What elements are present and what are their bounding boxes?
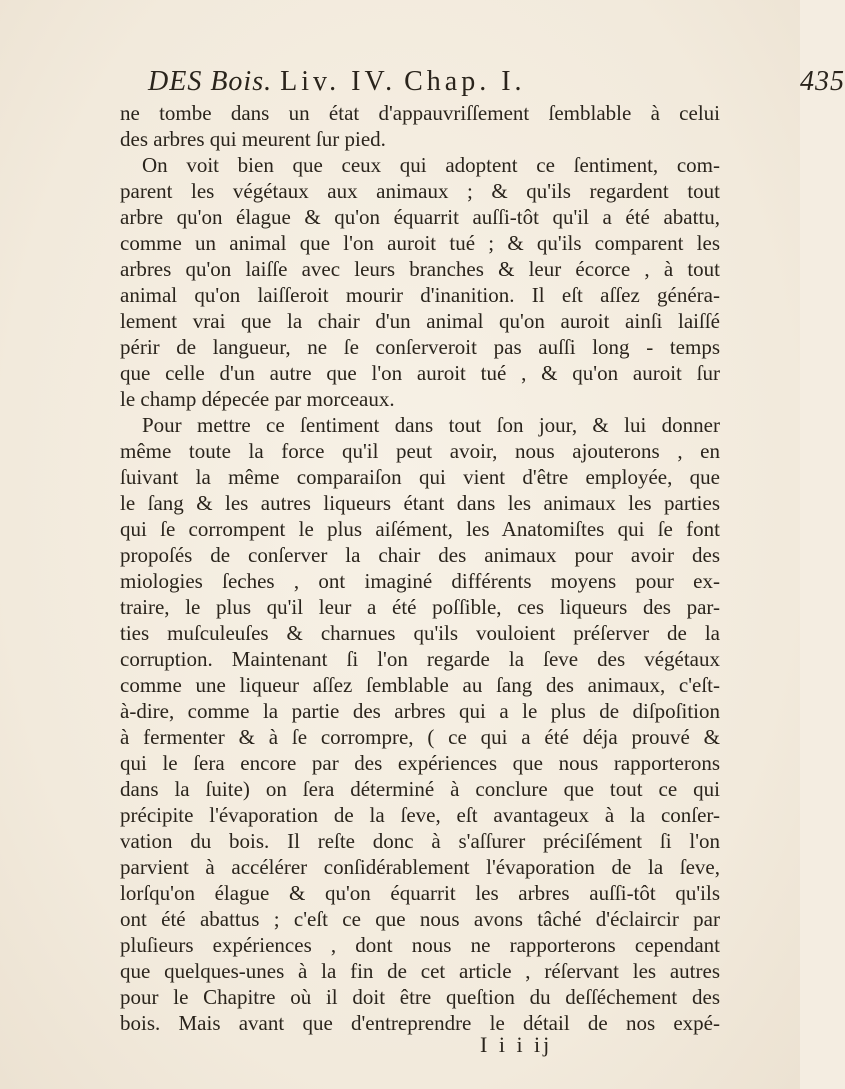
text-line: à fermenter & à ſe corrompre, ( ce qui a été déja prouvé & <box>120 725 720 749</box>
text-line: pour le Chapitre où il doit être queſtion du deſſéchement des <box>120 985 720 1009</box>
running-head-livre: Liv. IV. <box>280 66 397 97</box>
text-line: comme une liqueur aſſez ſemblable au ſang des animaux, c'eſt- <box>120 673 720 697</box>
text-line: arbre qu'on élague & qu'on équarrit auſſi-tôt qu'il a été abattu, <box>120 205 720 229</box>
text-line: miologies ſeches , ont imaginé différents moyens pour ex- <box>120 569 720 593</box>
text-line: qui le ſera encore par des expériences que nous rapporterons <box>120 751 720 775</box>
text-line: lorſqu'on élague & qu'on équarrit les arbres auſſi-tôt qu'ils <box>120 881 720 905</box>
page-number: 435 <box>800 66 845 97</box>
running-head-des: DES <box>148 66 203 97</box>
text-line: propoſés de conſerver la chair des animaux pour avoir des <box>120 543 720 567</box>
text-line: Pour mettre ce ſentiment dans tout ſon jour, & lui donner <box>142 413 720 437</box>
signature-mark: I i i ij <box>480 1032 553 1057</box>
text-line: à-dire, comme la partie des arbres qui a le plus de diſpoſition <box>120 699 720 723</box>
text-line: traire, le plus qu'il leur a été poſſible, ces liqueurs des par- <box>120 595 720 619</box>
body-text <box>120 100 720 1036</box>
text-line: que quelques-unes à la fin de cet article , réſervant les autres <box>120 959 720 983</box>
text-line: lement vrai que la chair d'un animal qu'on auroit ainſi laiſſé <box>120 309 720 333</box>
running-head-bois: Bois. <box>210 66 273 97</box>
text-line: bois. Mais avant que d'entreprendre le détail de nos expé- <box>120 1011 720 1035</box>
text-line: ne tombe dans un état d'appauvriſſement ſemblable à celui <box>120 101 720 125</box>
text-line: ſuivant la même comparaiſon qui vient d'être employée, que <box>120 465 720 489</box>
text-line: comme un animal que l'on auroit tué ; & qu'ils comparent les <box>120 231 720 255</box>
text-line: vation du bois. Il reſte donc à s'aſſurer préciſément ſi l'on <box>120 829 720 853</box>
text-line: le champ dépecée par morceaux. <box>120 387 395 411</box>
text-line: corruption. Maintenant ſi l'on regarde la ſeve des végétaux <box>120 647 720 671</box>
text-line: arbres qu'on laiſſe avec leurs branches & leur écorce , à tout <box>120 257 720 281</box>
text-line: des arbres qui meurent ſur pied. <box>120 127 386 151</box>
text-line: périr de langueur, ne ſe conſerveroit pas auſſi long - temps <box>120 335 720 359</box>
text-line: pluſieurs expériences , dont nous ne rapporterons cependant <box>120 933 720 957</box>
text-line: parvient à accélérer conſidérablement l'évaporation de la ſeve, <box>120 855 720 879</box>
text-line: dans la ſuite) on ſera déterminé à conclure que tout ce qui <box>120 777 720 801</box>
text-line: que celle d'un autre que l'on auroit tué , & qu'on auroit ſur <box>120 361 720 385</box>
running-head-chapitre: Chap. I. <box>404 66 526 97</box>
text-line: parent les végétaux aux animaux ; & qu'ils regardent tout <box>120 179 720 203</box>
text-line: animal qu'on laiſſeroit mourir d'inanition. Il eſt aſſez généra- <box>120 283 720 307</box>
text-line: le ſang & les autres liqueurs étant dans les animaux les parties <box>120 491 720 515</box>
running-head <box>148 66 845 100</box>
text-line: ont été abattus ; c'eſt ce que nous avons tâché d'éclaircir par <box>120 907 720 931</box>
text-line: précipite l'évaporation de la ſeve, eſt avantageux à la conſer- <box>120 803 720 827</box>
text-line: ties muſculeuſes & charnues qu'ils vouloient préſerver de la <box>120 621 720 645</box>
text-line: On voit bien que ceux qui adoptent ce ſentiment, com- <box>142 153 720 177</box>
text-line: qui ſe corrompent le plus aiſément, les Anatomiſtes qui ſe font <box>120 517 720 541</box>
text-line: même toute la force qu'il peut avoir, nous ajouterons , en <box>120 439 720 463</box>
